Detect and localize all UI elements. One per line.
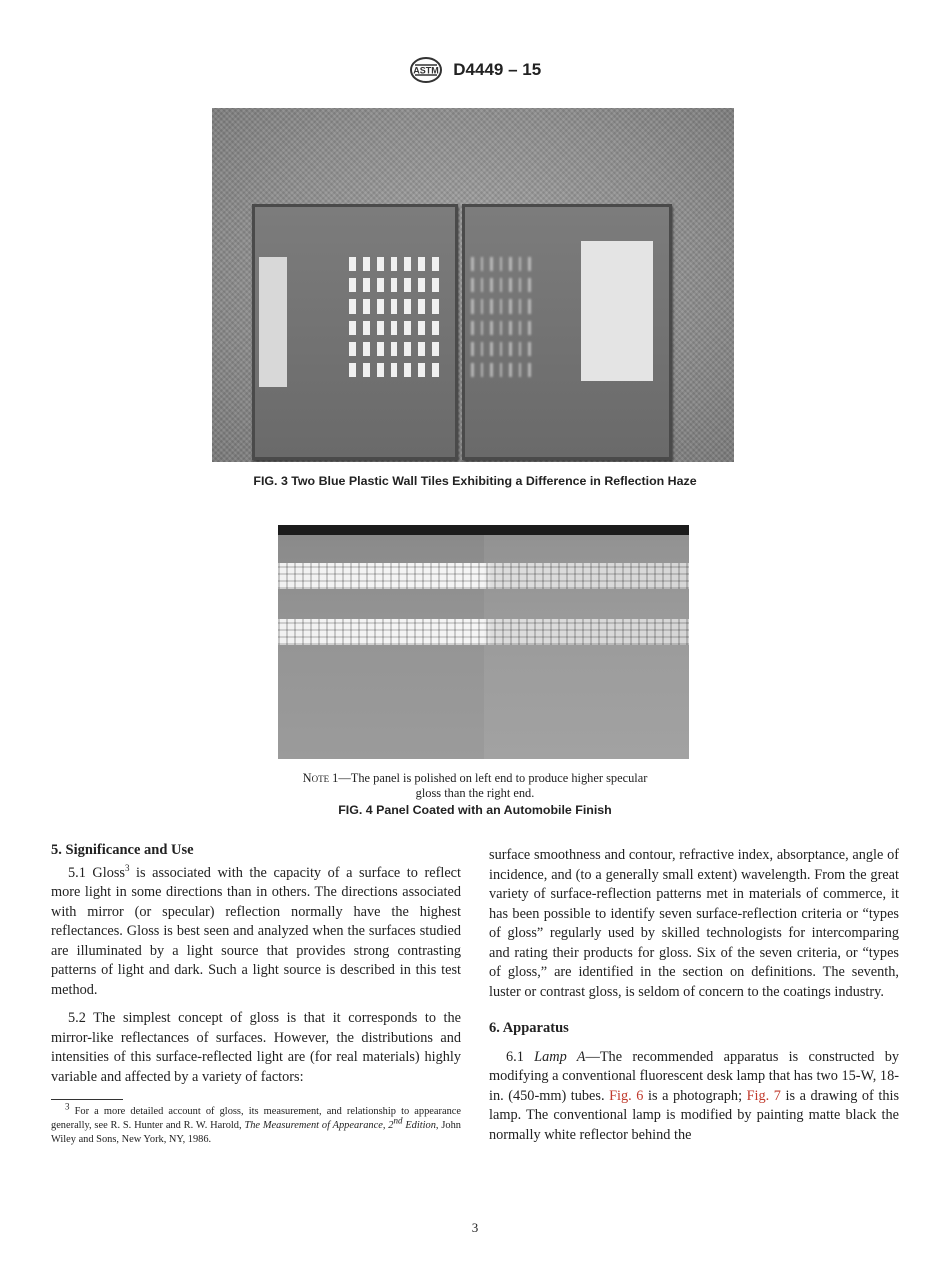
footnote: $^3$ For a more detailed account of gloss, its measurement, and relationship to appearance generally, see R. S. Hunter and R. W. Harold, The Measurement of Appearance, 2nd Edition, John Wiley and Sons, New York, NY, 1986. [51,1101,461,1145]
paragraph-5-2-continued: surface smoothness and contour, refractive index, absorptance, angle of incidence, and (to a generally small extent) wavelength. From the great variety of surface-reflection patterns met in materials of commerce, it has been possible to identify seven surface-reflection criteria or “types of gloss” regularly used by skilled technologists for intercomparing and rating their products for gloss. Six of the seven criteria, or “types of gloss,” are identified in the section on definitions. The seventh, luster or contrast gloss, is seldom of concern to the coatings industry. [489,847,899,1000]
figure-3-caption: FIG. 3 Two Blue Plastic Wall Tiles Exhibiting a Difference in Reflection Haze [253,474,697,488]
figure-4-caption: FIG. 4 Panel Coated with an Automobile Finish [338,803,612,817]
paragraph-5-2: 5.2 The simplest concept of gloss is that it corresponds to the mirror-like reflectances of surfaces. However, the distributions and intensities of this surface-reflected light are (for real materials) highly variable and affected by a variety of factors: [51,1010,461,1085]
reflection-band [278,563,689,589]
logo-text: ASTM [413,65,439,76]
fig-7-link[interactable]: Fig. 7 [746,1087,781,1104]
note-label: Note [302,771,330,785]
figure-4-photo [278,525,689,759]
reflection-band [278,619,689,645]
paragraph-5-1: 5.1 Gloss$^3$ is associated with the capacity of a surface to reflect more light in some directions than in others. The directions associated with mirror (or specular) reflection normally have the highest reflectances. Gloss is best seen and analyzed when the surfaces studied are illuminated by a light source that provides strong contrasting patterns of light and dark. Such a light source is described in this test method. [51,862,461,998]
page-number: 3 [471,1220,479,1235]
fig-6-link[interactable]: Fig. 6 [609,1087,644,1104]
section-5-heading: 5. Significance and Use [51,842,194,858]
document-designation: D4449 – 15 [453,60,542,79]
astm-logo-icon [409,56,443,84]
footnote-divider [51,1099,123,1100]
footnote-ref: 3 [125,862,130,873]
left-tile [252,204,458,460]
page-header [0,56,950,84]
left-column [51,841,461,1087]
note-text-line2: gloss than the right end. [415,786,535,800]
right-tile [462,204,672,460]
figure-3-photo [212,108,734,462]
paragraph-6-1: 6.1 Lamp A—The recommended apparatus is constructed by modifying a conventional fluorescent desk lamp that has two 15-W, 18-in. (450-mm) tubes. Fig. 6 is a photograph; Fig. 7 is a drawing of this lamp. The conventional lamp is modified by painting matte black the normally white reflector behind the [489,1048,900,1143]
right-column [489,846,899,1145]
section-6-heading: 6. Apparatus [489,1020,569,1036]
note-text-line1: 1—The panel is polished on left end to produce higher specular [329,771,648,785]
figure-4-note [0,771,950,801]
